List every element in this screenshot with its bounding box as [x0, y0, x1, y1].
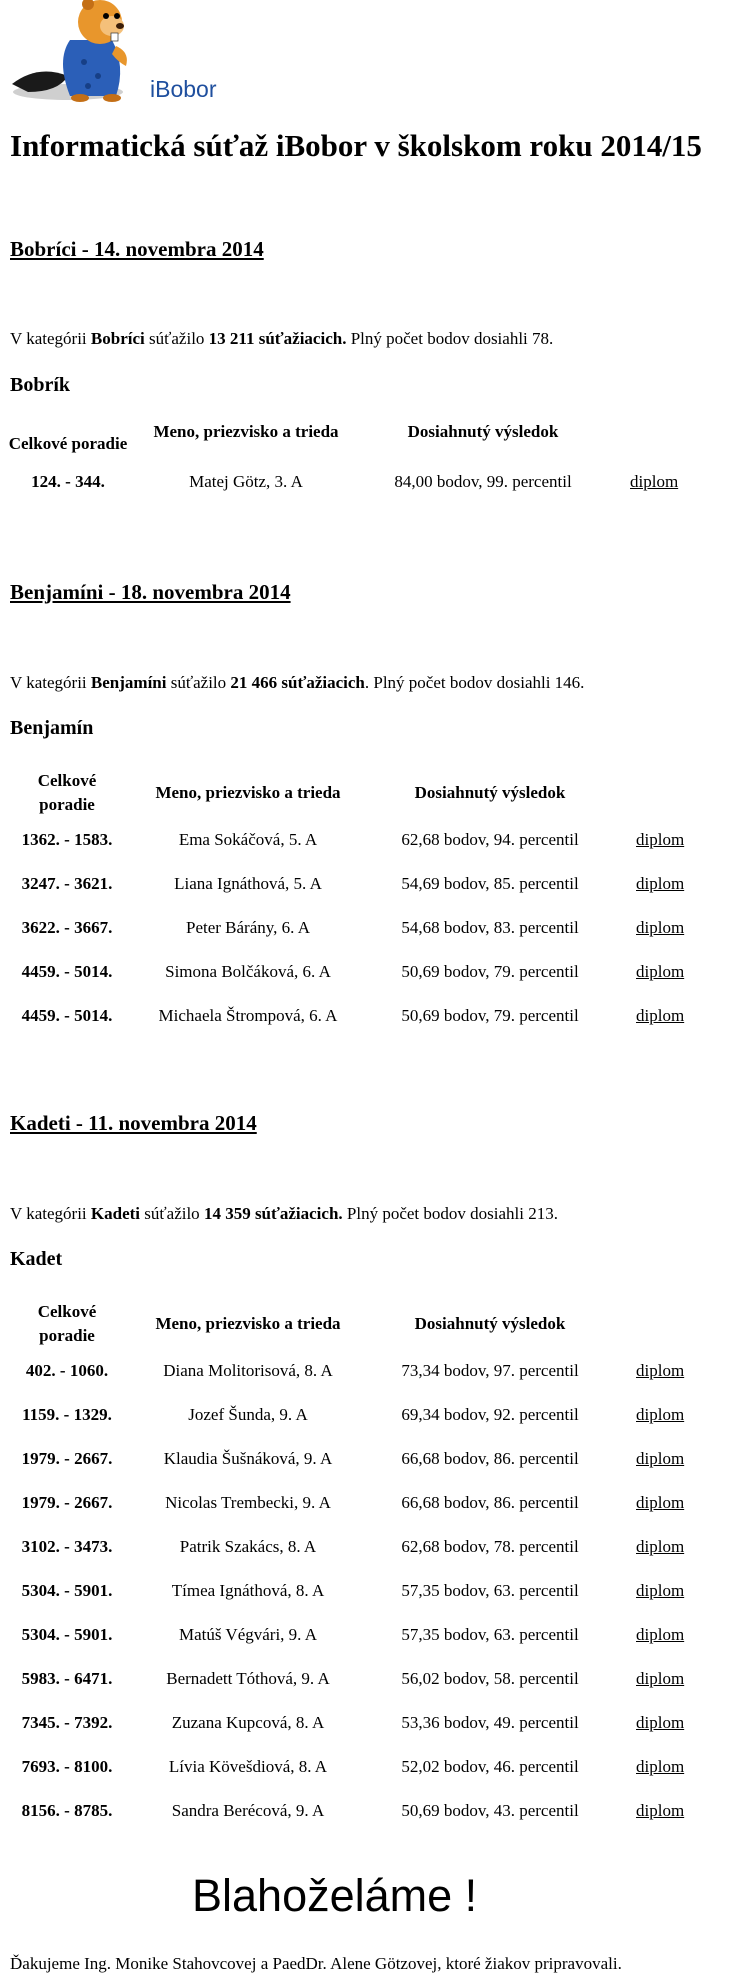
name-cell: Tímea Ignáthová, 8. A: [171, 1581, 325, 1600]
intro-mid: súťažilo: [140, 1204, 204, 1223]
rank-cell: 5304. - 5901.: [21, 1581, 113, 1600]
rank-cell: 7693. - 8100.: [21, 1757, 113, 1776]
table-row: [8, 950, 732, 994]
intro-mid: súťažilo: [166, 673, 231, 692]
result-cell: 62,68 bodov, 94. percentil: [401, 830, 579, 849]
rank-cell: 1362. - 1583.: [21, 830, 113, 849]
name-cell: Simona Bolčáková, 6. A: [165, 962, 331, 981]
header-name: Meno, priezvisko a trieda: [155, 783, 341, 802]
table-row: [8, 1789, 732, 1833]
table-row: [8, 1393, 732, 1437]
result-cell: 84,00 bodov, 99. percentil: [394, 472, 572, 491]
name-cell: Peter Bárány, 6. A: [185, 918, 310, 937]
results-table-kadet: [8, 1299, 732, 1833]
rank-cell: 4459. - 5014.: [21, 962, 113, 981]
header-result: Dosiahnutý výsledok: [407, 422, 559, 441]
header-rank: Celkové poradie: [8, 434, 128, 453]
rank-cell: 5983. - 6471.: [21, 1669, 113, 1688]
result-cell: 50,69 bodov, 79. percentil: [401, 1006, 579, 1025]
name-cell: Michaela Štrompová, 6. A: [158, 1006, 338, 1025]
result-cell: 54,69 bodov, 85. percentil: [401, 874, 579, 893]
intro-prefix: V kategórii: [10, 329, 91, 348]
diplom-link[interactable]: diplom: [636, 1625, 685, 1644]
diplom-link[interactable]: diplom: [636, 918, 685, 937]
name-cell: Klaudia Šušnáková, 9. A: [163, 1449, 333, 1468]
diplom-link[interactable]: diplom: [636, 1006, 685, 1025]
section-intro-kadeti: [10, 1204, 558, 1224]
table-row: [8, 994, 732, 1038]
diplom-link[interactable]: diplom: [636, 1493, 685, 1512]
header-name: Meno, priezvisko a trieda: [155, 1314, 341, 1333]
rank-cell: 3247. - 3621.: [21, 874, 113, 893]
name-cell: Patrik Szakács, 8. A: [179, 1537, 317, 1556]
beaver-mascot-icon: [8, 0, 148, 104]
header-empty: [610, 1299, 732, 1349]
rank-cell: 3102. - 3473.: [21, 1537, 113, 1556]
rank-cell: 1979. - 2667.: [21, 1449, 113, 1468]
result-cell: 52,02 bodov, 46. percentil: [401, 1757, 579, 1776]
diplom-link[interactable]: diplom: [636, 1581, 685, 1600]
table-row: [8, 1481, 732, 1525]
rank-cell: 124. - 344.: [31, 472, 105, 491]
section-intro-benjamini: [10, 673, 584, 693]
table-row: [8, 1613, 732, 1657]
page-title: Informatická súťaž iBobor v školskom roku 2014/15: [10, 128, 702, 163]
intro-category: Benjamíni: [90, 673, 167, 692]
table-header-row: [8, 1299, 732, 1349]
result-cell: 57,35 bodov, 63. percentil: [401, 1581, 579, 1600]
result-cell: 66,68 bodov, 86. percentil: [401, 1493, 579, 1512]
result-cell: 54,68 bodov, 83. percentil: [401, 918, 579, 937]
ibobor-logo: [8, 0, 238, 104]
diplom-link[interactable]: diplom: [636, 962, 685, 981]
intro-count: 14 359 súťažiacich.: [203, 1204, 343, 1223]
category-label-bobrik: Bobrík: [10, 374, 71, 396]
table-header-row: [8, 768, 732, 818]
header-empty: [610, 768, 732, 818]
table-row: [8, 1657, 732, 1701]
rank-cell: 8156. - 8785.: [21, 1801, 113, 1820]
diplom-link[interactable]: diplom: [636, 874, 685, 893]
diplom-link[interactable]: diplom: [636, 1801, 685, 1820]
header-rank: Celkové poradie: [37, 771, 97, 814]
header-result: Dosiahnutý výsledok: [414, 1314, 566, 1333]
intro-suffix: Plný počet bodov dosiahli 78.: [346, 329, 554, 348]
name-cell: Sandra Berécová, 9. A: [171, 1801, 325, 1820]
logo-text: iBobor: [150, 76, 217, 102]
result-cell: 50,69 bodov, 79. percentil: [401, 962, 579, 981]
result-cell: 57,35 bodov, 63. percentil: [401, 1625, 579, 1644]
table-row: [8, 1701, 732, 1745]
name-cell: Liana Ignáthová, 5. A: [174, 874, 322, 893]
diplom-link[interactable]: diplom: [630, 472, 679, 491]
header-empty: [602, 420, 730, 468]
intro-prefix: V kategórii: [10, 673, 91, 692]
intro-category: Bobríci: [90, 329, 145, 348]
diplom-link[interactable]: diplom: [636, 1537, 685, 1556]
name-cell: Diana Molitorisová, 8. A: [163, 1361, 333, 1380]
table-row: [8, 1437, 732, 1481]
name-cell: Zuzana Kupcová, 8. A: [171, 1713, 325, 1732]
diplom-link[interactable]: diplom: [636, 1669, 685, 1688]
intro-mid: súťažilo: [144, 329, 209, 348]
rank-cell: 402. - 1060.: [25, 1361, 109, 1380]
header-name: Meno, priezvisko a trieda: [153, 422, 339, 441]
intro-suffix: Plný počet bodov dosiahli 213.: [342, 1204, 558, 1223]
result-cell: 62,68 bodov, 78. percentil: [401, 1537, 579, 1556]
result-cell: 50,69 bodov, 43. percentil: [401, 1801, 579, 1820]
header-rank: Celkové poradie: [37, 1302, 97, 1345]
result-cell: 56,02 bodov, 58. percentil: [401, 1669, 579, 1688]
rank-cell: 4459. - 5014.: [21, 1006, 113, 1025]
section-heading-bobrici: Bobríci - 14. novembra 2014: [10, 237, 264, 261]
rank-cell: 3622. - 3667.: [21, 918, 113, 937]
intro-prefix: V kategórii: [10, 1204, 91, 1223]
rank-cell: 1159. - 1329.: [22, 1405, 112, 1424]
table-row: [8, 468, 730, 496]
table-row: [8, 1569, 732, 1613]
intro-count: 21 466 súťažiacich: [230, 673, 365, 692]
category-label-benjamin: Benjamín: [10, 717, 94, 739]
section-intro-bobrici: [10, 329, 553, 349]
diplom-link[interactable]: diplom: [636, 1361, 685, 1380]
section-heading-kadeti: Kadeti - 11. novembra 2014: [10, 1111, 257, 1135]
table-row: [8, 862, 732, 906]
category-label-kadet: Kadet: [10, 1248, 63, 1270]
diplom-link[interactable]: diplom: [636, 1713, 685, 1732]
diplom-link[interactable]: diplom: [636, 1757, 685, 1776]
name-cell: Matúš Végvári, 9. A: [178, 1625, 318, 1644]
header-result: Dosiahnutý výsledok: [414, 783, 566, 802]
table-row: [8, 1745, 732, 1789]
results-table-benjamin: [8, 768, 732, 1038]
table-row: [8, 818, 732, 862]
thanks-text: Ďakujeme Ing. Monike Stahovcovej a PaedDr. Alene Götzovej, ktoré žiakov pripravovali.: [10, 1954, 622, 1973]
section-heading-benjamini: Benjamíni - 18. novembra 2014: [10, 580, 291, 604]
result-cell: 69,34 bodov, 92. percentil: [401, 1405, 579, 1424]
table-row: [8, 1525, 732, 1569]
diplom-link[interactable]: diplom: [636, 1449, 685, 1468]
intro-count: 13 211 súťažiacich.: [208, 329, 347, 348]
intro-suffix: . Plný počet bodov dosiahli 146.: [364, 673, 585, 692]
table-row: [8, 906, 732, 950]
name-cell: Nicolas Trembecki, 9. A: [165, 1493, 331, 1512]
name-cell: Jozef Šunda, 9. A: [188, 1405, 308, 1424]
diplom-link[interactable]: diplom: [636, 1405, 685, 1424]
name-cell: Lívia Kövešdiová, 8. A: [168, 1757, 328, 1776]
congratulations-text: Blahoželáme !: [192, 1870, 478, 1921]
rank-cell: 7345. - 7392.: [21, 1713, 113, 1732]
results-table-bobrik: [8, 420, 730, 496]
result-cell: 66,68 bodov, 86. percentil: [401, 1449, 579, 1468]
name-cell: Matej Götz, 3. A: [189, 472, 303, 491]
name-cell: Ema Sokáčová, 5. A: [178, 830, 318, 849]
diplom-link[interactable]: diplom: [636, 830, 685, 849]
rank-cell: 1979. - 2667.: [21, 1493, 113, 1512]
name-cell: Bernadett Tóthová, 9. A: [166, 1669, 330, 1688]
intro-category: Kadeti: [90, 1204, 141, 1223]
table-header-row: [8, 420, 730, 468]
result-cell: 53,36 bodov, 49. percentil: [401, 1713, 579, 1732]
table-row: [8, 1349, 732, 1393]
result-cell: 73,34 bodov, 97. percentil: [401, 1361, 579, 1380]
rank-cell: 5304. - 5901.: [21, 1625, 113, 1644]
